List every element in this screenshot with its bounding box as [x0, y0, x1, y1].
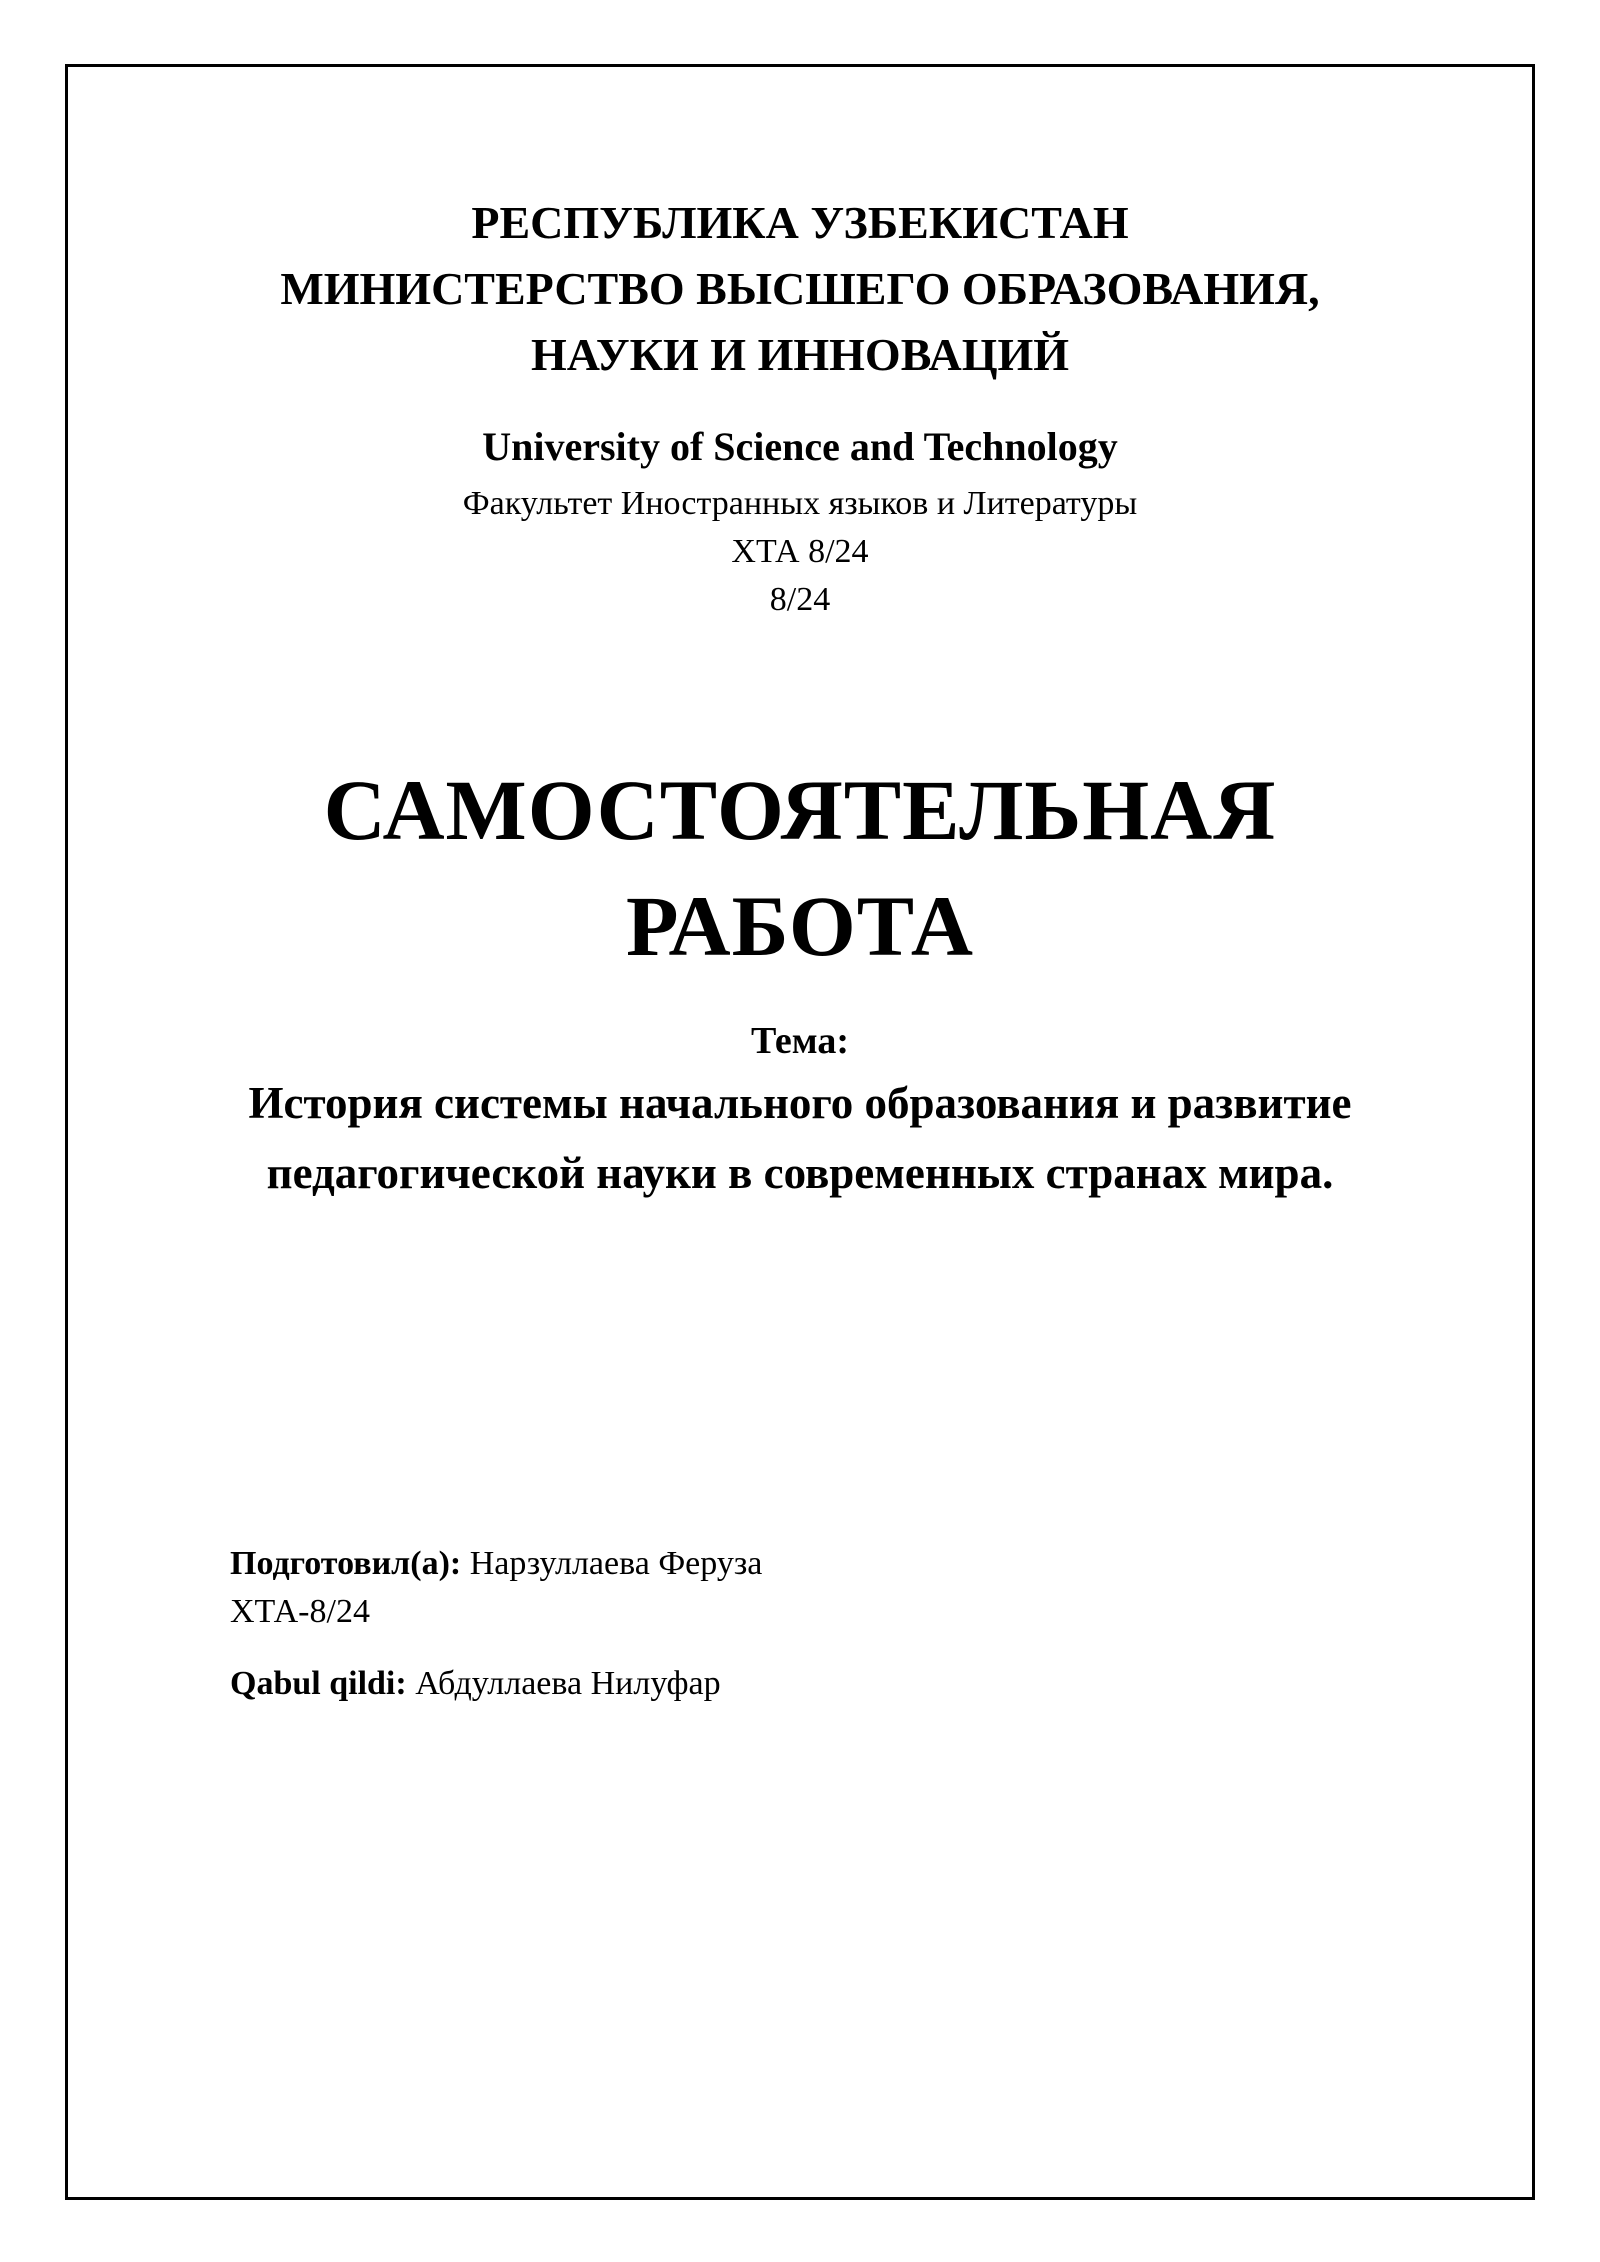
- faculty-name: Факультет Иностранных языков и Литературы: [462, 485, 1138, 522]
- ministry-header: [65, 190, 1535, 388]
- header-line-ministry: МИНИСТЕРСТВО ВЫСШЕГО ОБРАЗОВАНИЯ,: [280, 263, 1320, 314]
- topic-text: [65, 1068, 1535, 1208]
- group-number: 8/24: [769, 581, 831, 618]
- header-line-country: РЕСПУБЛИКА УЗБЕКИСТАН: [471, 197, 1129, 248]
- prepared-by-name: Нарзуллаева Феруза: [461, 1545, 763, 1582]
- prepared-by: [230, 1540, 762, 1588]
- group-code: ХТА 8/24: [731, 533, 869, 570]
- header-line-ministry-cont: НАУКИ И ИННОВАЦИЙ: [530, 329, 1070, 380]
- accepted-by: [230, 1660, 721, 1708]
- title-line-1: САМОСТОЯТЕЛЬНАЯ: [323, 762, 1277, 858]
- title-line-2: РАБОТА: [626, 878, 974, 974]
- accepted-by-label: Qabul qildi:: [230, 1665, 407, 1702]
- author-group: ХТА-8/24: [230, 1593, 370, 1630]
- university-name: University of Science and Technology: [482, 424, 1118, 469]
- prepared-by-label: Подготовил(а):: [230, 1545, 462, 1582]
- topic-line-1: История системы начального образования и развитие: [248, 1078, 1352, 1128]
- document-title: [65, 752, 1535, 984]
- topic-line-2: педагогической науки в современных странах мира.: [266, 1148, 1334, 1198]
- topic-label: Тема:: [750, 1020, 850, 1062]
- accepted-by-name: Абдуллаева Нилуфар: [406, 1665, 721, 1702]
- faculty-block: [65, 480, 1535, 624]
